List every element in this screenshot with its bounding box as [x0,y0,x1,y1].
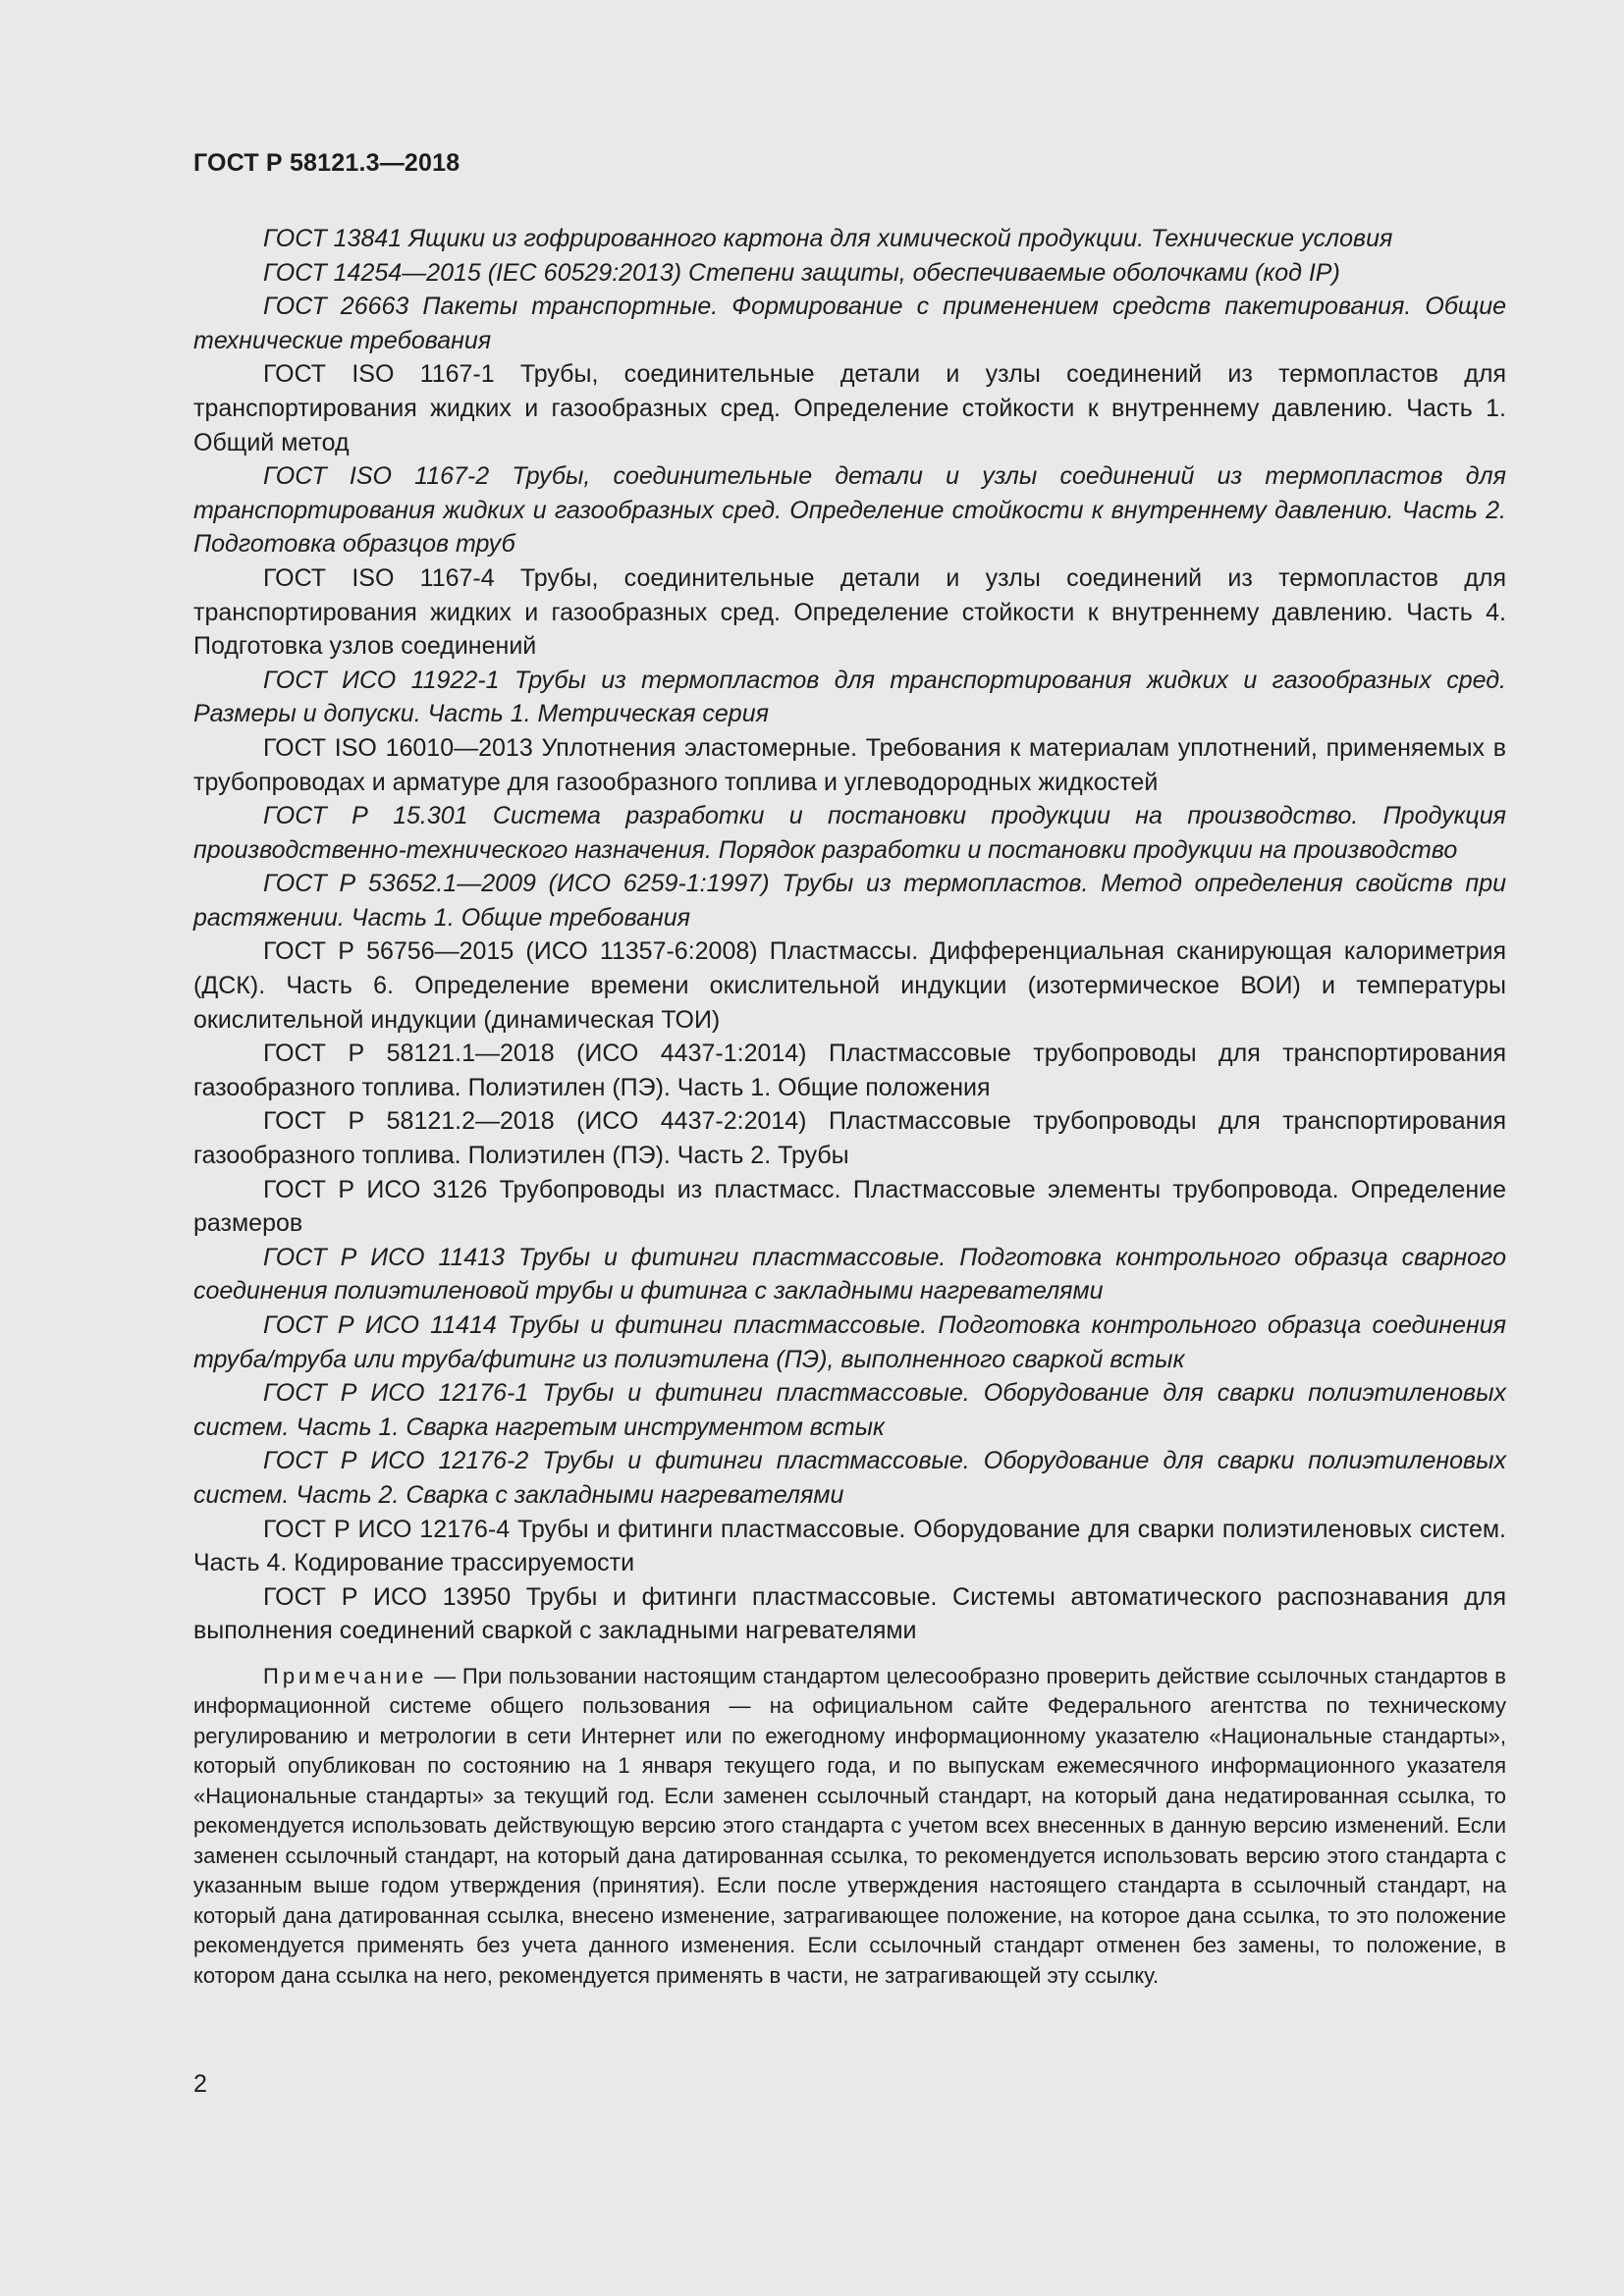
note-paragraph [193,1662,1506,1992]
reference-item: ГОСТ ISO 16010—2013 Уплотнения эластомерные. Требования к материалам уплотнений, применяемых в трубопроводах и арматуре для газообразного топлива и углеводородных жидкостей [193,733,1506,796]
reference-item: ГОСТ Р 58121.1—2018 (ИСО 4437-1:2014) Пластмассовые трубопроводы для транспортирования газообразного топлива. Полиэтилен (ПЭ). Часть 1. Общие положения [193,1040,1506,1101]
reference-item: ГОСТ Р ИСО 11414 Трубы и фитинги пластмассовые. Подготовка контрольного образца соединения труба/труба или труба/фитинг из полиэтилена (ПЭ), выполненного сваркой встык [193,1311,1506,1373]
reference-item: ГОСТ ISO 1167-4 Трубы, соединительные детали и узлы соединений из термопластов для транспортирования жидких и газообразных сред. Определение стойкости к внутреннему давлению. Часть 4. Подготовка узлов соединений [193,563,1506,661]
reference-item: ГОСТ Р 15.301 Система разработки и постановки продукции на производство. Продукция производственно-технического назначения. Порядок разработки и постановки продукции на производство [193,802,1506,864]
reference-item: ГОСТ Р ИСО 12176-2 Трубы и фитинги пластмассовые. Оборудование для сварки полиэтиленовых систем. Часть 2. Сварка с закладными нагревателями [193,1447,1506,1509]
normative-references-list [193,222,1506,1648]
reference-item: ГОСТ Р 53652.1—2009 (ИСО 6259-1:1997) Трубы из термопластов. Метод определения свойств при растяжении. Часть 1. Общие требования [193,870,1506,932]
reference-item: ГОСТ Р ИСО 13950 Трубы и фитинги пластмассовые. Системы автоматического распознавания для выполнения соединений сваркой с закладными нагревателями [193,1582,1506,1645]
document-page [193,147,1506,2012]
note-label: Примечание [263,1663,428,1688]
reference-item: ГОСТ Р 58121.2—2018 (ИСО 4437-2:2014) Пластмассовые трубопроводы для транспортирования газообразного топлива. Полиэтилен (ПЭ). Часть 2. Трубы [193,1107,1506,1170]
reference-item: ГОСТ 14254—2015 (IEC 60529:2013) Степени защиты, обеспечиваемые оболочками (код IP) [263,258,1340,287]
reference-item: ГОСТ 13841 Ящики из гофрированного картона для химической продукции. Технические условия [263,225,1393,252]
reference-item: ГОСТ Р ИСО 11413 Трубы и фитинги пластмассовые. Подготовка контрольного образца сварного соединения полиэтиленовой трубы и фитинга с закладными нагревателями [193,1243,1506,1306]
page-number: 2 [193,2070,207,2098]
reference-item: ГОСТ Р ИСО 3126 Трубопроводы из пластмасс. Пластмассовые элементы трубопровода. Определение размеров [193,1175,1506,1238]
note-text: — При пользовании настоящим стандартом целесообразно проверить действие ссылочных стандартов в информационной системе общего пользования — на официальном сайте Федерального агентства по техническому регулированию и метрологии в сети Интернет или по ежегодному информационному указателю «Национальные стандарты», который опубликован по состоянию на 1 января текущего года, и по выпускам ежемесячного информационного указателя «Национальные стандарты» за текущий год. Если заменен ссылочный стандарт, на который дана недатированная ссылка, то рекомендуется использовать действующую версию этого стандарта с учетом всех внесенных в данную версию изменений. Если заменен ссылочный стандарт, на который дана датированная ссылка, то рекомендуется использовать версию этого стандарта с указанным выше годом утверждения (принятия). Если после утверждения настоящего стандарта в ссылочный стандарт, на который дана датированная ссылка, внесено изменение, затрагивающее положение, на которое дана ссылка, то это положение рекомендуется применять без учета данного изменения. Если ссылочный стандарт отменен без замены, то положение, в котором дана ссылка на него, рекомендуется применять в части, не затрагивающей эту ссылку. [193,1663,1506,1988]
reference-item: ГОСТ ISO 1167-2 Трубы, соединительные детали и узлы соединений из термопластов для транспортирования жидких и газообразных сред. Определение стойкости к внутреннему давлению. Часть 2. Подготовка образцов труб [193,462,1506,559]
reference-item: ГОСТ Р ИСО 12176-4 Трубы и фитинги пластмассовые. Оборудование для сварки полиэтиленовых систем. Часть 4. Кодирование трассируемости [193,1515,1506,1577]
reference-item: ГОСТ ИСО 11922-1 Трубы из термопластов для транспортирования жидких и газообразных сред. Размеры и допуски. Часть 1. Метрическая серия [193,666,1506,728]
reference-item: ГОСТ ISO 1167-1 Трубы, соединительные детали и узлы соединений из термопластов для транспортирования жидких и газообразных сред. Определение стойкости к внутреннему давлению. Часть 1. Общий метод [193,360,1506,456]
reference-item: ГОСТ 26663 Пакеты транспортные. Формирование с применением средств пакетирования. Общие технические требования [193,293,1506,354]
reference-item: ГОСТ Р ИСО 12176-1 Трубы и фитинги пластмассовые. Оборудование для сварки полиэтиленовых систем. Часть 1. Сварка нагретым инструментом встык [193,1379,1506,1441]
reference-item: ГОСТ Р 56756—2015 (ИСО 11357-6:2008) Пластмассы. Дифференциальная сканирующая калориметрия (ДСК). Часть 6. Определение времени окислительной индукции (изотермическое ВОИ) и температуры окислительной индукции (динамическая ТОИ) [193,937,1506,1034]
document-header: ГОСТ Р 58121.3—2018 [193,149,460,177]
